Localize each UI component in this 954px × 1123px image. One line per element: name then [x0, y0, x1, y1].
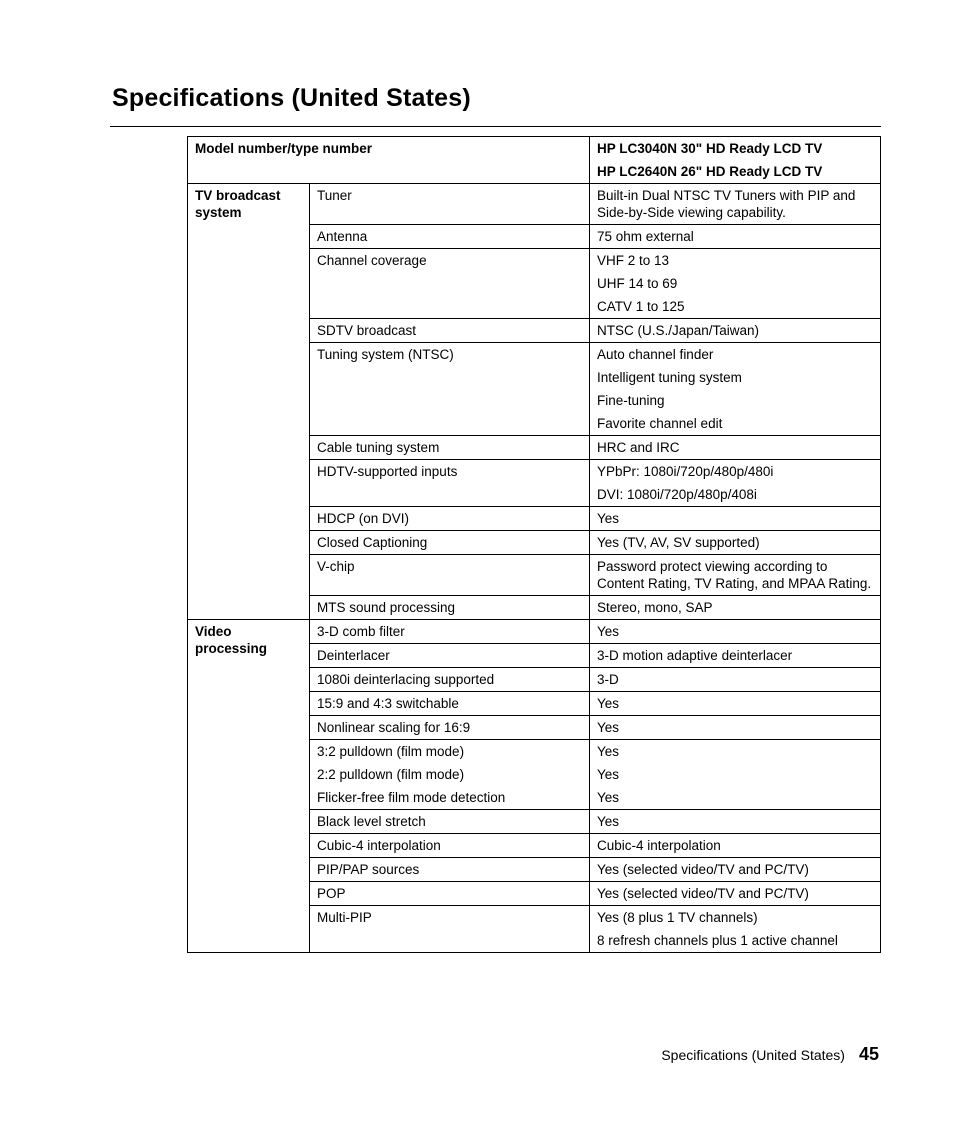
- spec-value-cell: [590, 531, 881, 555]
- spec-name: MTS sound processing: [317, 600, 456, 615]
- spec-value: Yes: [597, 767, 620, 782]
- spec-name: Cable tuning system: [317, 440, 440, 455]
- spec-name-cell: [310, 507, 590, 531]
- spec-value: NTSC (U.S./Japan/Taiwan): [597, 323, 760, 338]
- spec-name: Deinterlacer: [317, 648, 390, 663]
- spec-name: Tuning system (NTSC): [317, 347, 454, 362]
- spec-name: HDTV-supported inputs: [317, 464, 458, 479]
- page-number: 45: [858, 1044, 879, 1064]
- spec-name-cell: [310, 555, 590, 596]
- table-header-row: [188, 137, 881, 184]
- spec-name: Antenna: [317, 229, 368, 244]
- spec-value: Yes (TV, AV, SV supported): [597, 535, 760, 550]
- spec-name-cell: [310, 620, 590, 644]
- spec-value: 3-D motion adaptive deinterlacer: [597, 648, 793, 663]
- spec-value: Cubic-4 interpolation: [597, 838, 721, 853]
- spec-name-cell: [310, 858, 590, 882]
- spec-name: 3:2 pulldown (film mode): [317, 744, 465, 759]
- spec-value: Yes: [597, 744, 620, 759]
- spec-value: 75 ohm external: [597, 229, 694, 244]
- spec-value: VHF 2 to 13: [597, 253, 670, 268]
- spec-name: Channel coverage: [317, 253, 427, 268]
- spec-name-cell: [310, 343, 590, 436]
- spec-name-cell: [310, 668, 590, 692]
- spec-value: UHF 14 to 69: [597, 276, 678, 291]
- spec-name-cell: [310, 692, 590, 716]
- spec-value: Yes (selected video/TV and PC/TV): [597, 862, 809, 877]
- spec-name-cell: [310, 644, 590, 668]
- spec-name: Flicker-free film mode detection: [317, 790, 506, 805]
- spec-name: PIP/PAP sources: [317, 862, 420, 877]
- spec-value-cell: [590, 858, 881, 882]
- spec-name-cell: [310, 882, 590, 906]
- spec-value-cell: [590, 507, 881, 531]
- spec-table-body: [188, 137, 881, 953]
- spec-value-cell: [590, 882, 881, 906]
- spec-value: DVI: 1080i/720p/480p/408i: [597, 487, 757, 502]
- spec-value-cell: [590, 225, 881, 249]
- spec-value-cell: [590, 668, 881, 692]
- spec-name: 3-D comb filter: [317, 624, 405, 639]
- spec-value-cell: [590, 692, 881, 716]
- spec-value-cell: [590, 716, 881, 740]
- spec-value: YPbPr: 1080i/720p/480p/480i: [597, 464, 774, 479]
- spec-value-cell: [590, 343, 881, 436]
- spec-name-cell: [310, 225, 590, 249]
- spec-value: 3-D: [597, 672, 619, 687]
- spec-name: 2:2 pulldown (film mode): [317, 767, 465, 782]
- spec-name-cell: [310, 319, 590, 343]
- spec-value-cell: [590, 596, 881, 620]
- spec-value: Yes: [597, 511, 620, 526]
- section-name-cell: [188, 184, 310, 620]
- spec-value-cell: [590, 906, 881, 953]
- spec-value: HRC and IRC: [597, 440, 680, 455]
- spec-value: 8 refresh channels plus 1 active channel: [597, 933, 838, 948]
- spec-value-cell: [590, 184, 881, 225]
- section-name-cell: [188, 620, 310, 953]
- table-row: [188, 620, 881, 644]
- spec-name: Tuner: [317, 188, 352, 203]
- spec-value: Stereo, mono, SAP: [597, 600, 713, 615]
- spec-name: HDCP (on DVI): [317, 511, 410, 526]
- spec-name-cell: [310, 740, 590, 810]
- spec-value: Intelligent tuning system: [597, 370, 742, 385]
- spec-value: Fine-tuning: [597, 393, 665, 408]
- page-footer: [661, 1044, 879, 1065]
- spec-value: Yes (selected video/TV and PC/TV): [597, 886, 809, 901]
- spec-name-cell: [310, 184, 590, 225]
- spec-name-cell: [310, 834, 590, 858]
- spec-name: SDTV broadcast: [317, 323, 417, 338]
- spec-name: 15:9 and 4:3 switchable: [317, 696, 459, 711]
- spec-value-cell: [590, 644, 881, 668]
- header-models-cell: [590, 137, 881, 184]
- spec-table: [187, 136, 881, 953]
- spec-value: Auto channel finder: [597, 347, 714, 362]
- spec-value: Yes: [597, 696, 620, 711]
- title-rule: [110, 126, 881, 127]
- header-model: HP LC3040N 30" HD Ready LCD TV: [597, 141, 823, 156]
- spec-value-cell: [590, 620, 881, 644]
- spec-name-cell: [310, 596, 590, 620]
- section-name: TV broadcast system: [195, 188, 281, 220]
- spec-name-cell: [310, 249, 590, 319]
- spec-value-cell: [590, 319, 881, 343]
- spec-name-cell: [310, 810, 590, 834]
- spec-value: CATV 1 to 125: [597, 299, 685, 314]
- spec-name: Black level stretch: [317, 814, 426, 829]
- header-label-cell: [188, 137, 590, 184]
- spec-name-cell: [310, 716, 590, 740]
- spec-value-cell: [590, 810, 881, 834]
- spec-value: Yes: [597, 790, 620, 805]
- header-model: HP LC2640N 26" HD Ready LCD TV: [597, 164, 823, 179]
- spec-name-cell: [310, 906, 590, 953]
- footer-text: Specifications (United States): [661, 1047, 845, 1063]
- spec-name-cell: [310, 436, 590, 460]
- spec-value: Yes (8 plus 1 TV channels): [597, 910, 758, 925]
- spec-value: Yes: [597, 624, 620, 639]
- section-name: Video processing: [195, 624, 268, 656]
- spec-name: Nonlinear scaling for 16:9: [317, 720, 471, 735]
- spec-name: POP: [317, 886, 346, 901]
- spec-value-cell: [590, 834, 881, 858]
- table-row: [188, 184, 881, 225]
- spec-name-cell: [310, 531, 590, 555]
- spec-value: Built-in Dual NTSC TV Tuners with PIP and Side-by-Side viewing capability.: [597, 188, 856, 220]
- spec-value-cell: [590, 249, 881, 319]
- spec-name: 1080i deinterlacing supported: [317, 672, 495, 687]
- spec-value-cell: [590, 460, 881, 507]
- page-title: Specifications (United States): [112, 84, 471, 112]
- spec-value: Password protect viewing according to Content Rating, TV Rating, and MPAA Rating.: [597, 559, 872, 591]
- spec-name: Closed Captioning: [317, 535, 428, 550]
- spec-name: Cubic-4 interpolation: [317, 838, 441, 853]
- spec-value: Favorite channel edit: [597, 416, 723, 431]
- spec-value-cell: [590, 555, 881, 596]
- spec-value-cell: [590, 436, 881, 460]
- spec-name: V-chip: [317, 559, 355, 574]
- spec-value: Yes: [597, 814, 620, 829]
- spec-value: Yes: [597, 720, 620, 735]
- spec-value-cell: [590, 740, 881, 810]
- header-label: Model number/type number: [195, 141, 373, 156]
- spec-name: Multi-PIP: [317, 910, 372, 925]
- spec-name-cell: [310, 460, 590, 507]
